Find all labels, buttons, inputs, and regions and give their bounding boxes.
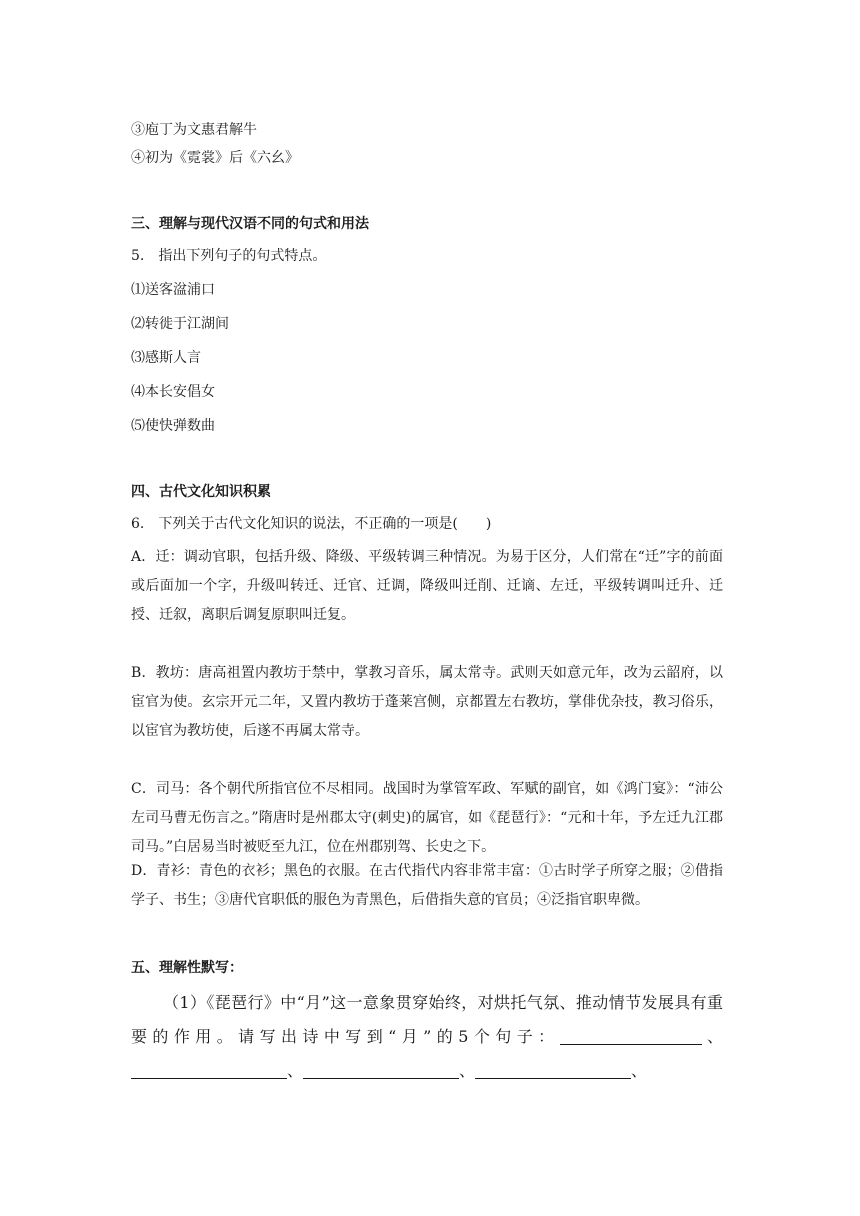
section-3-heading: 三、理解与现代汉语不同的句式和用法: [131, 216, 369, 232]
section-4-heading: 四、古代文化知识积累: [131, 484, 271, 500]
option-d: D．青衫：青色的衣衫；黑色的衣服。在古代指代内容非常丰富：①古时学子所穿之服；②借指学子、书生；③唐代官职低的服色为青黑色，后借指失意的官员；④泛指官职卑微。: [131, 863, 723, 908]
fill-in-question-1: （1）《琵琶行》中“月”这一意象贯穿始终，对烘托气氛、推动情节发展具有重要的作用。请写出诗中写到“月”的5个句子： 、、 、 、: [131, 993, 723, 1080]
option-a: A．迁：调动官职，包括升级、降级、平级转调三种情况。为易于区分，人们常在“迁”字的前面或后面加一个字，升级叫转迁、迁官、迁调，降级叫迁削、迁谪、左迁，平级转调叫迁升、迁授、迁叙，离职后调复原职叫迁复。: [131, 549, 723, 623]
question-1-text: （1）《琵琶行》中“月”这一意象贯穿始终，对烘托气氛、推动情节发展具有重要的作用。请写出诗中写到“月”的5个句子：: [131, 993, 723, 1046]
question-5: 5. 指出下列句子的句式特点。: [131, 248, 327, 264]
q5-item-5: ⑸使快弹数曲: [131, 418, 215, 434]
section-5-heading: 五、理解性默写：: [131, 960, 243, 976]
option-c: C．司马：各个朝代所指官位不尽相同。战国时为掌管军政、军赋的副官，如《鸿门宴》：“沛公左司马曹无伤言之。”隋唐时是州郡太守(刺史)的属官，如《琵琶行》：“元和十年，予左迁九江郡司马。”白居易当时被贬至九江，位在州郡别驾、长史之下。: [131, 781, 723, 855]
question-6: 6. 下列关于古代文化知识的说法，不正确的一项是( ): [131, 516, 492, 532]
q5-item-2: ⑵转徙于江湖间: [131, 316, 229, 332]
q5-item-4: ⑷本长安倡女: [131, 384, 215, 400]
list-item-4: ④初为《霓裳》后《六幺》: [131, 150, 299, 166]
list-item-3: ③庖丁为文惠君解牛: [131, 122, 257, 138]
q5-item-1: ⑴送客湓浦口: [131, 282, 215, 298]
q5-item-3: ⑶感斯人言: [131, 350, 201, 366]
answer-blank-3[interactable]: [303, 1060, 459, 1079]
option-b: B．教坊：唐高祖置内教坊于禁中，掌教习音乐，属太常寺。武则天如意元年，改为云韶府，以宦官为使。玄宗开元二年，又置内教坊于蓬莱宫侧，京都置左右教坊，掌俳优杂技，教习俗乐，以宦官为教坊使，后遂不再属太常寺。: [131, 665, 723, 739]
answer-blank-2[interactable]: [131, 1060, 287, 1079]
answer-blank-4[interactable]: [475, 1060, 631, 1079]
answer-blank-1[interactable]: [560, 1026, 702, 1045]
